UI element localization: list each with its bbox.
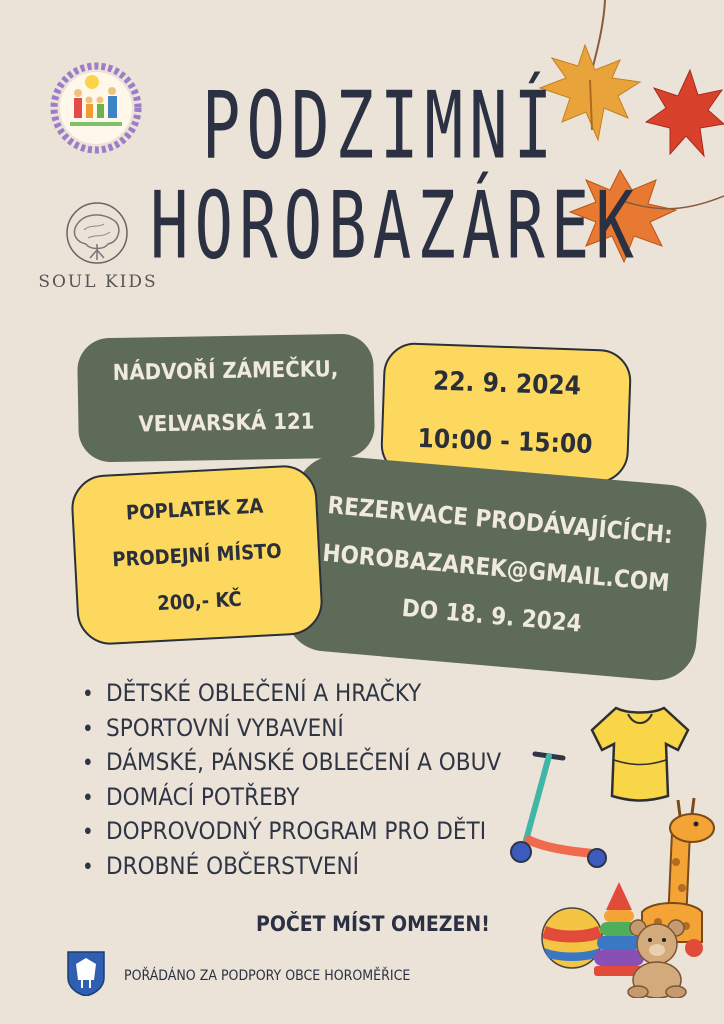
- footer-text: POŘÁDÁNO ZA PODPORY OBCE HOROMĚŘICE: [124, 968, 411, 984]
- items-list: [82, 676, 501, 883]
- list-item: • DÁMSKÉ, PÁNSKÉ OBLEČENÍ A OBUV: [82, 745, 501, 780]
- location-box: [77, 333, 375, 462]
- reservation-email: HOROBAZAREK@GMAIL.COM: [321, 538, 671, 598]
- teddy-bear-icon: [622, 918, 692, 998]
- title-line-2: HOROBAZÁREK: [150, 173, 640, 281]
- reservation-deadline: DO 18. 9. 2024: [400, 594, 583, 638]
- limited-spots-notice: POČET MÍST OMEZEN!: [256, 912, 490, 936]
- fee-line-2: PRODEJNÍ MÍSTO: [111, 538, 283, 572]
- list-item: • DĚTSKÉ OBLEČENÍ A HRAČKY: [82, 676, 501, 711]
- list-item: • DOPROVODNÝ PROGRAM PRO DĚTI: [82, 814, 501, 849]
- event-date: 22. 9. 2024: [432, 366, 582, 402]
- municipality-crest-logo: [66, 950, 106, 996]
- title-line-1: PODZIMNÍ: [201, 73, 559, 181]
- list-item: • SPORTOVNÍ VYBAVENÍ: [82, 711, 501, 746]
- fee-line-1: POPLATEK ZA: [125, 493, 264, 525]
- soul-kids-tree-logo: [64, 200, 130, 266]
- soul-kids-label: SOUL KIDS: [38, 272, 158, 292]
- kids-circle-logo: [44, 60, 148, 156]
- list-item: • DOMÁCÍ POTŘEBY: [82, 780, 501, 815]
- reservation-line-1: REZERVACE PRODÁVAJÍCÍCH:: [326, 491, 674, 550]
- fee-amount: 200,- KČ: [156, 586, 243, 616]
- location-line-2: VELVARSKÁ 121: [138, 409, 315, 438]
- event-time: 10:00 - 15:00: [417, 423, 593, 461]
- list-item: • DROBNÉ OBČERSTVENÍ: [82, 849, 501, 884]
- fee-box: [70, 464, 325, 647]
- reservation-box: [282, 452, 710, 683]
- scooter-icon: [505, 748, 610, 870]
- location-line-1: NÁDVOŘÍ ZÁMEČKU,: [112, 357, 339, 386]
